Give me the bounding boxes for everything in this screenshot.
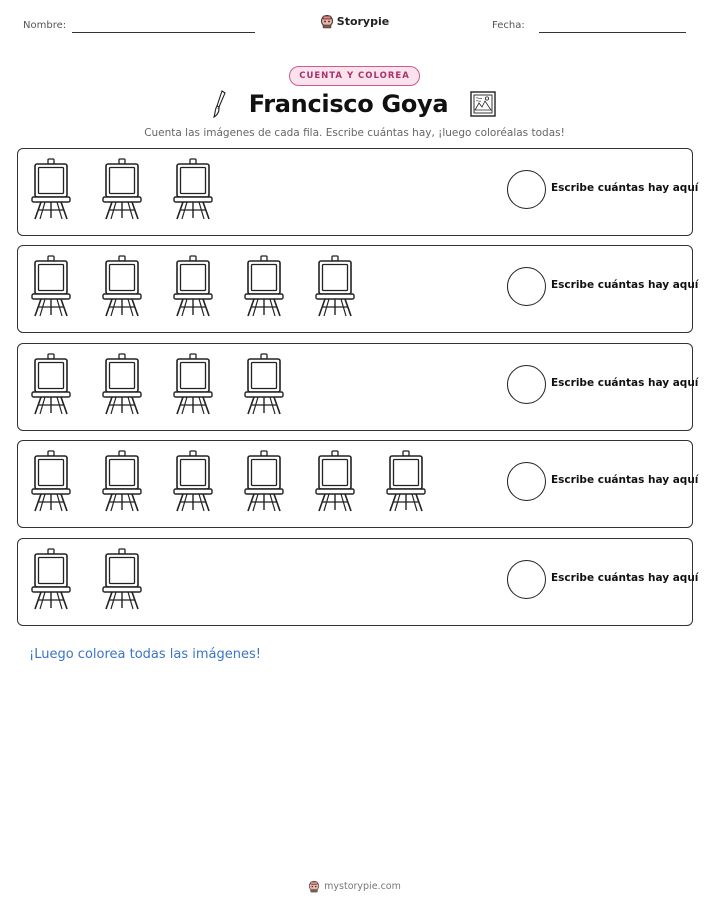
easel-icon[interactable] (173, 255, 213, 317)
easel-icon[interactable] (31, 255, 71, 317)
page-title: Francisco Goya (248, 90, 449, 118)
answer-circle[interactable] (507, 560, 546, 599)
easel-icon[interactable] (244, 255, 284, 317)
coloring-instruction: ¡Luego colorea todas las imágenes! (29, 647, 261, 662)
brand-logo (0, 14, 709, 29)
easel-icon[interactable] (102, 548, 142, 610)
answer-label: Escribe cuántas hay aquí (551, 182, 699, 194)
instructions: Cuenta las imágenes de cada fila. Escribe cuántas hay, ¡luego coloréalas todas! (144, 127, 565, 139)
easel-icon[interactable] (31, 548, 71, 610)
easel-icon[interactable] (244, 353, 284, 415)
answer-circle[interactable] (507, 462, 546, 501)
easel-icon[interactable] (315, 255, 355, 317)
painting-frame-icon (470, 91, 496, 117)
brand-name: Storypie (336, 15, 390, 28)
counting-row-3 (17, 343, 699, 431)
answer-label: Escribe cuántas hay aquí (551, 474, 699, 486)
answer-label: Escribe cuántas hay aquí (551, 572, 699, 584)
activity-badge: CUENTA Y COLOREA (289, 66, 420, 86)
counting-row-4 (17, 440, 699, 528)
site-url: mystorypie.com (324, 881, 401, 892)
name-line[interactable] (72, 32, 255, 33)
counting-row-2 (17, 245, 699, 333)
paintbrush-icon (213, 90, 227, 118)
easel-icon[interactable] (244, 450, 284, 512)
answer-label: Escribe cuántas hay aquí (551, 279, 699, 291)
date-label: Fecha: (492, 20, 525, 31)
easel-icon[interactable] (31, 353, 71, 415)
easel-icon[interactable] (173, 450, 213, 512)
answer-circle[interactable] (507, 170, 546, 209)
easel-icon[interactable] (102, 353, 142, 415)
easel-icon[interactable] (102, 158, 142, 220)
name-label: Nombre: (23, 20, 67, 31)
counting-row-5 (17, 538, 699, 626)
easel-icon[interactable] (31, 450, 71, 512)
easel-icon[interactable] (173, 158, 213, 220)
easel-icon[interactable] (102, 450, 142, 512)
answer-circle[interactable] (507, 267, 546, 306)
answer-circle[interactable] (507, 365, 546, 404)
storypie-mascot-icon (320, 14, 334, 29)
easel-icon[interactable] (173, 353, 213, 415)
easel-icon[interactable] (386, 450, 426, 512)
date-line[interactable] (539, 32, 686, 33)
site-footer (0, 880, 709, 893)
easel-icon[interactable] (31, 158, 71, 220)
counting-row-1 (17, 148, 699, 236)
storypie-mascot-icon (308, 880, 320, 893)
easel-icon[interactable] (102, 255, 142, 317)
answer-label: Escribe cuántas hay aquí (551, 377, 699, 389)
easel-icon[interactable] (315, 450, 355, 512)
title-row (0, 90, 709, 118)
